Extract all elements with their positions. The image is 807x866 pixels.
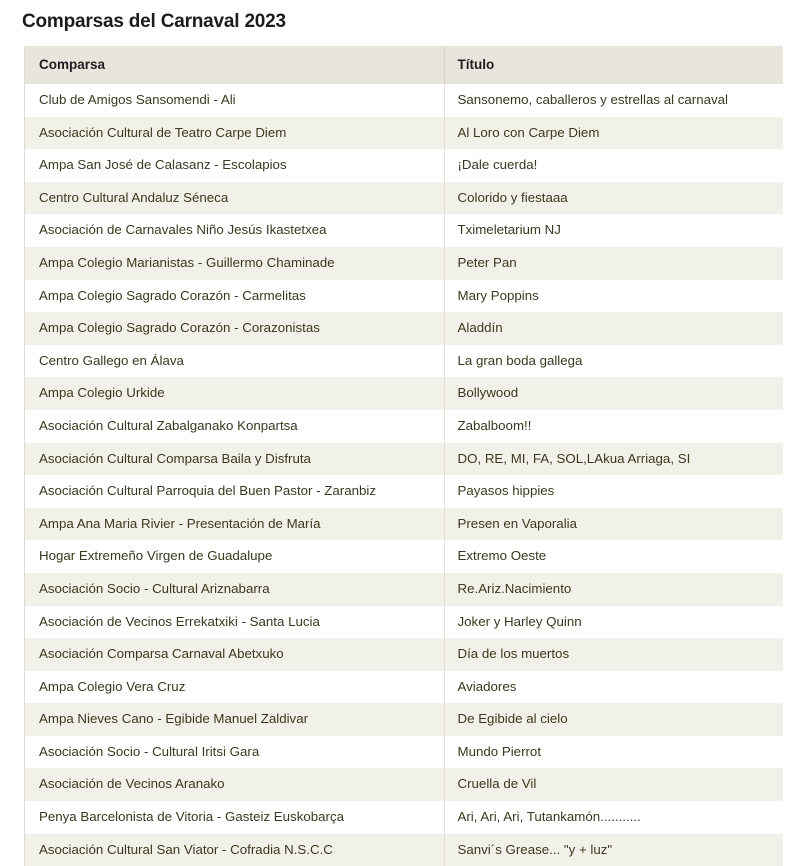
cell-titulo: Zabalboom!! [444, 410, 783, 443]
cell-titulo: Re.Ariz.Nacimiento [444, 573, 783, 606]
table-row[interactable] [25, 345, 783, 378]
cell-comparsa: Club de Amigos Sansomendi - Ali [25, 84, 444, 117]
table-row[interactable] [25, 182, 783, 215]
cell-comparsa: Centro Cultural Andaluz Séneca [25, 182, 444, 215]
table-row[interactable] [25, 410, 783, 443]
cell-comparsa: Ampa Colegio Urkide [25, 377, 444, 410]
table-row[interactable] [25, 606, 783, 639]
cell-titulo: La gran boda gallega [444, 345, 783, 378]
cell-titulo: Ari, Ari, Ari, Tutankamón........... [444, 801, 783, 834]
cell-comparsa: Asociación Cultural Comparsa Baila y Disfruta [25, 443, 444, 476]
cell-comparsa: Asociación Comparsa Carnaval Abetxuko [25, 638, 444, 671]
cell-comparsa: Asociación de Vecinos Aranako [25, 768, 444, 801]
column-header-comparsa[interactable]: Comparsa [25, 46, 444, 84]
cell-comparsa: Ampa Colegio Sagrado Corazón - Corazonistas [25, 312, 444, 345]
table-row[interactable] [25, 475, 783, 508]
cell-comparsa: Asociación Cultural de Teatro Carpe Diem [25, 117, 444, 150]
table-row[interactable] [25, 508, 783, 541]
cell-titulo: Aladdín [444, 312, 783, 345]
table-row[interactable] [25, 84, 783, 117]
cell-titulo: Sansonemo, caballeros y estrellas al carnaval [444, 84, 783, 117]
cell-comparsa: Asociación Cultural Parroquia del Buen Pastor - Zaranbiz [25, 475, 444, 508]
cell-titulo: DO, RE, MI, FA, SOL,LAkua Arriaga, SI [444, 443, 783, 476]
table-row[interactable] [25, 247, 783, 280]
cell-titulo: ¡Dale cuerda! [444, 149, 783, 182]
cell-titulo: Tximeletarium NJ [444, 214, 783, 247]
cell-comparsa: Asociación de Carnavales Niño Jesús Ikastetxea [25, 214, 444, 247]
cell-comparsa: Ampa Ana Maria Rivier - Presentación de María [25, 508, 444, 541]
cell-comparsa: Hogar Extremeño Virgen de Guadalupe [25, 540, 444, 573]
table-row[interactable] [25, 214, 783, 247]
table-row[interactable] [25, 671, 783, 704]
table-row[interactable] [25, 117, 783, 150]
cell-titulo: Joker y Harley Quinn [444, 606, 783, 639]
cell-comparsa: Asociación Socio - Cultural Iritsi Gara [25, 736, 444, 769]
cell-comparsa: Ampa Colegio Marianistas - Guillermo Chaminade [25, 247, 444, 280]
table-row[interactable] [25, 280, 783, 313]
page-title: Comparsas del Carnaval 2023 [22, 11, 286, 32]
table-body [25, 84, 783, 866]
column-header-titulo[interactable]: Título [444, 46, 783, 84]
table-row[interactable] [25, 703, 783, 736]
table-header [25, 46, 783, 84]
table-row[interactable] [25, 377, 783, 410]
comparsas-table-wrapper [24, 46, 782, 866]
table-row[interactable] [25, 149, 783, 182]
cell-titulo: De Egibide al cielo [444, 703, 783, 736]
cell-titulo: Peter Pan [444, 247, 783, 280]
cell-titulo: Al Loro con Carpe Diem [444, 117, 783, 150]
cell-titulo: Mary Poppins [444, 280, 783, 313]
table-row[interactable] [25, 768, 783, 801]
cell-comparsa: Asociación de Vecinos Errekatxiki - Santa Lucia [25, 606, 444, 639]
table-row[interactable] [25, 443, 783, 476]
table-row[interactable] [25, 638, 783, 671]
cell-titulo: Aviadores [444, 671, 783, 704]
cell-comparsa: Ampa Colegio Sagrado Corazón - Carmelitas [25, 280, 444, 313]
table-row[interactable] [25, 540, 783, 573]
cell-titulo: Sanvi´s Grease... "y + luz" [444, 834, 783, 866]
cell-comparsa: Ampa San José de Calasanz - Escolapios [25, 149, 444, 182]
cell-comparsa: Penya Barcelonista de Vitoria - Gasteiz Euskobarça [25, 801, 444, 834]
cell-comparsa: Asociación Socio - Cultural Ariznabarra [25, 573, 444, 606]
comparsas-table [25, 46, 783, 866]
cell-titulo: Colorido y fiestaaa [444, 182, 783, 215]
cell-titulo: Payasos hippies [444, 475, 783, 508]
table-row[interactable] [25, 573, 783, 606]
table-row[interactable] [25, 834, 783, 866]
cell-comparsa: Ampa Colegio Vera Cruz [25, 671, 444, 704]
table-row[interactable] [25, 736, 783, 769]
cell-titulo: Extremo Oeste [444, 540, 783, 573]
cell-titulo: Día de los muertos [444, 638, 783, 671]
cell-titulo: Mundo Pierrot [444, 736, 783, 769]
cell-comparsa: Asociación Cultural San Viator - Cofradia N.S.C.C [25, 834, 444, 866]
cell-titulo: Cruella de Vil [444, 768, 783, 801]
cell-comparsa: Asociación Cultural Zabalganako Konpartsa [25, 410, 444, 443]
cell-comparsa: Ampa Nieves Cano - Egibide Manuel Zaldivar [25, 703, 444, 736]
table-row[interactable] [25, 801, 783, 834]
cell-titulo: Bollywood [444, 377, 783, 410]
cell-comparsa: Centro Gallego en Álava [25, 345, 444, 378]
table-row[interactable] [25, 312, 783, 345]
table-header-row [25, 46, 783, 84]
cell-titulo: Presen en Vaporalia [444, 508, 783, 541]
